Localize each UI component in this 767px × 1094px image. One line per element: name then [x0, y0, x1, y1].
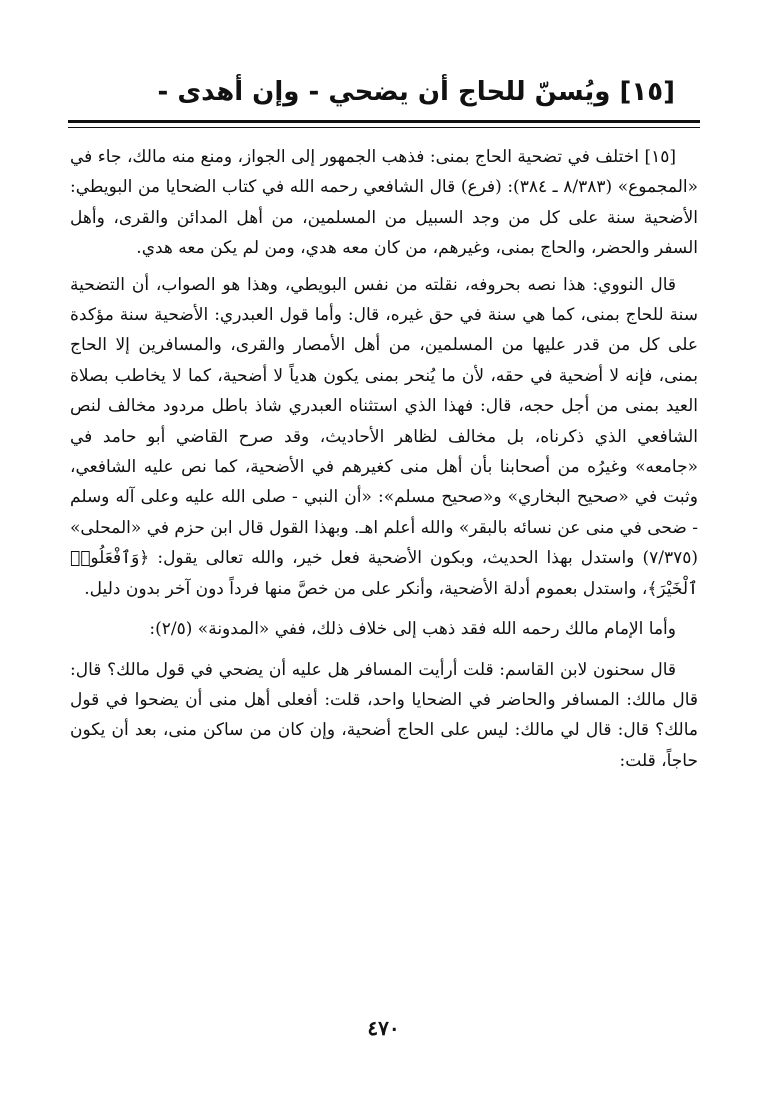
paragraph-footnote-intro: [١٥] اختلف في تضحية الحاج بمنى: فذهب الجمهور إلى الجواز، ومنع منه مالك، جاء في «المجموع» (٨/٣٨٣ ـ ٣٨٤): (فرع) قال الشافعي رحمه الله في كتاب الضحايا من البويطي: الأضحية سنة على كل من وجد السبيل من المسلمين، من أهل المدائن والقرى، وأهل السفر والحضر، والحاج بمنى، وغيرهم، من كان معه هدي، ومن لم يكن معه هدي. [70, 147, 698, 259]
paragraph-sahnun: قال سحنون لابن القاسم: قلت أرأيت المسافر هل عليه أن يضحي في قول مالك؟ قال: قال مالك: المسافر والحاضر في الضحايا واحد، قلت: أفعلى أهل منى أن يضحوا في قول مالك؟ قال: قال لي مالك: ليس على الحاج أضحية، وإن كان من ساكن منى، بعد أن يكون حاجاً، قلت: [70, 659, 698, 771]
chapter-heading: [١٥] ويُسنّ للحاج أن يضحي - وإن أهدى - [157, 77, 675, 107]
body-text [70, 142, 698, 782]
page-number: ٤٧٠ [367, 1016, 400, 1040]
paragraph-malik: وأما الإمام مالك رحمه الله فقد ذهب إلى خلاف ذلك، ففي «المدونة» (٢/٥): [149, 619, 676, 640]
header-rule-thick [68, 120, 700, 123]
paragraph-nawawi: قال النووي: هذا نصه بحروفه، نقلته من نفس البويطي، وهذا هو الصواب، أن التضحية سنة للحاج بمنى، كما هي سنة في حق غيره، قال: وأما قول العبدري: الأضحية سنة مؤكدة على كل من قدر عليها من المسلمين، من أهل الأمصار والقرى، والمسافرين إلا الحاج بمنى، فإنه لا أضحية في حقه، لأن ما يُنحر بمنى يكون هدياً لا أضحية، كما لا يخاطب بصلاة العيد بمنى من أجل حجه، قال: فهذا الذي استثناه العبدري شاذ باطل مردود مخالف لنص الشافعي الذي ذكرناه، بل مخالف لظاهر الأحاديث، وقد صرح القاضي أبو حامد في «جامعه» وغيرُه من أصحابنا بأن أهل منى كغيرهم في الأضحية، كما نص عليه الشافعي، وثبت في «صحيح البخاري» و«صحيح مسلم»: «أن النبي - صلى الله عليه وعلى آله وسلم - ضحى في منى عن نسائه بالبقر» والله أعلم اهـ. وبهذا القول قال ابن حزم في «المحلى» (٧/٣٧٥) واستدل بهذا الحديث، وبكون الأضحية فعل خير، والله تعالى يقول: ﴿وَٱفْعَلُوا۟ ٱلْخَيْرَ﴾، واستدل بعموم أدلة الأضحية، وأنكر على من خصَّ منها فرداً دون آخر بدون دليل. [70, 274, 698, 599]
header-rule-thin [68, 127, 700, 128]
